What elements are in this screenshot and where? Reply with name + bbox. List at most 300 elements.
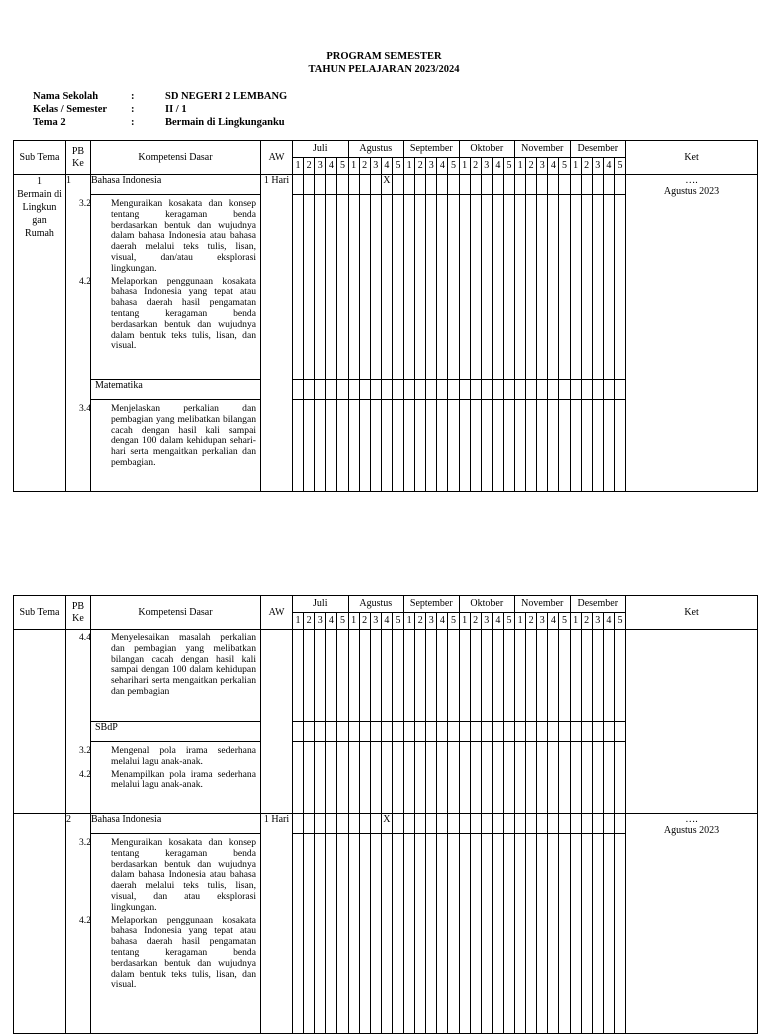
week-cell	[603, 834, 614, 1034]
info-row	[33, 90, 287, 103]
week-cell	[459, 834, 470, 1034]
week-header: 5	[559, 158, 570, 175]
week-cell	[459, 814, 470, 834]
week-cell	[470, 722, 481, 742]
aw-cell: 1 Hari	[261, 814, 293, 1034]
month-header: September	[404, 596, 459, 613]
info-colon: :	[131, 91, 135, 102]
week-cell	[359, 380, 370, 400]
kd-item	[79, 403, 260, 470]
week-header: 4	[492, 613, 503, 630]
week-cell	[481, 722, 492, 742]
week-cell	[437, 834, 448, 1034]
week-cell	[326, 742, 337, 814]
week-cell	[481, 380, 492, 400]
week-cell	[293, 814, 304, 834]
week-cell	[592, 814, 603, 834]
week-cell	[337, 722, 348, 742]
week-cell	[370, 722, 381, 742]
ket-text: Agustus 2023	[663, 825, 720, 836]
week-cell	[293, 742, 304, 814]
week-cell	[492, 722, 503, 742]
week-cell	[603, 195, 614, 380]
week-cell	[570, 814, 581, 834]
week-cell	[570, 834, 581, 1034]
week-cell	[426, 814, 437, 834]
week-cell	[548, 380, 559, 400]
week-cell	[415, 834, 426, 1034]
week-cell	[559, 834, 570, 1034]
week-cell	[392, 380, 403, 400]
week-cell	[404, 175, 415, 195]
sub-tema-name: Bermain di Lingkun gan Rumah	[17, 189, 62, 239]
col-header-kompetensi-dasar: Kompetensi Dasar	[91, 596, 261, 630]
week-cell	[415, 814, 426, 834]
week-cell	[415, 742, 426, 814]
week-header: 1	[515, 158, 526, 175]
week-cell	[348, 630, 359, 722]
week-cell	[581, 400, 592, 492]
week-header: 1	[293, 613, 304, 630]
week-cell	[304, 195, 315, 380]
kd-text: Melaporkan penggunaan kosakata bahasa Indonesia yang tepat atau bahasa daerah hasil pengamatan tentang keragaman benda berdasarkan bentuk dan wujudnya dalam bentuk teks tulis, lisan, dan visual.	[111, 914, 256, 991]
week-header: 5	[337, 158, 348, 175]
week-cell	[404, 630, 415, 722]
week-cell	[448, 814, 459, 834]
kd-number: 4.2	[79, 768, 91, 780]
ket-dots: ….	[685, 175, 698, 186]
week-cell	[293, 175, 304, 195]
week-cell	[293, 834, 304, 1034]
week-header: 3	[481, 158, 492, 175]
week-cell	[337, 630, 348, 722]
week-cell	[503, 834, 514, 1034]
week-cell	[614, 400, 625, 492]
week-cell	[603, 175, 614, 195]
week-cell	[348, 380, 359, 400]
week-cell	[526, 175, 537, 195]
week-cell	[592, 630, 603, 722]
week-cell	[315, 195, 326, 380]
week-header: 1	[459, 158, 470, 175]
kd-cell	[79, 630, 261, 722]
col-header-sub-tema: Sub Tema	[14, 141, 66, 175]
month-header: Juli	[293, 596, 349, 613]
week-header: 4	[437, 613, 448, 630]
week-cell	[426, 175, 437, 195]
kd-number: 3.2	[79, 198, 91, 209]
week-cell	[459, 380, 470, 400]
week-cell	[448, 742, 459, 814]
week-cell	[392, 175, 403, 195]
week-cell	[448, 400, 459, 492]
week-cell	[515, 742, 526, 814]
aw-cell: 1 Hari	[261, 175, 293, 492]
week-header: 2	[526, 158, 537, 175]
week-cell	[404, 814, 415, 834]
week-cell	[359, 630, 370, 722]
week-cell	[592, 722, 603, 742]
kd-item	[79, 632, 260, 699]
week-cell	[614, 630, 625, 722]
month-header: November	[515, 141, 570, 158]
week-cell	[392, 195, 403, 380]
week-header: 1	[348, 613, 359, 630]
week-cell	[570, 175, 581, 195]
week-header: 2	[470, 158, 481, 175]
week-cell	[348, 175, 359, 195]
week-cell	[370, 195, 381, 380]
week-cell	[492, 175, 503, 195]
week-cell	[337, 834, 348, 1034]
sub-tema-cell	[14, 814, 66, 1034]
week-cell	[515, 814, 526, 834]
week-cell	[559, 630, 570, 722]
week-cell	[348, 400, 359, 492]
kd-cell	[79, 195, 261, 380]
week-cell	[481, 630, 492, 722]
week-cell	[481, 175, 492, 195]
week-cell	[581, 380, 592, 400]
week-cell	[481, 814, 492, 834]
week-cell	[470, 630, 481, 722]
week-cell	[359, 175, 370, 195]
week-cell	[459, 195, 470, 380]
kd-number: 3.2	[79, 745, 91, 756]
week-cell	[570, 400, 581, 492]
week-cell	[326, 814, 337, 834]
week-header: 5	[448, 158, 459, 175]
week-cell	[614, 195, 625, 380]
week-cell	[548, 742, 559, 814]
subject-heading: SBdP	[91, 722, 261, 742]
week-cell	[326, 400, 337, 492]
week-cell	[437, 380, 448, 400]
week-header: 1	[404, 158, 415, 175]
kd-cell	[79, 400, 261, 492]
week-cell	[370, 175, 381, 195]
month-header: Agustus	[348, 141, 404, 158]
week-cell	[503, 195, 514, 380]
week-cell	[592, 195, 603, 380]
month-header: Oktober	[459, 596, 515, 613]
week-cell	[337, 380, 348, 400]
week-header: 1	[570, 613, 581, 630]
week-header: 5	[392, 613, 403, 630]
week-header: 4	[326, 158, 337, 175]
ket-dots: ….	[685, 814, 698, 825]
week-cell	[404, 400, 415, 492]
week-header: 4	[492, 158, 503, 175]
week-cell	[614, 742, 625, 814]
week-header: 3	[481, 613, 492, 630]
week-cell	[481, 400, 492, 492]
week-cell	[492, 630, 503, 722]
week-header: 5	[448, 613, 459, 630]
week-cell	[603, 742, 614, 814]
week-cell	[526, 195, 537, 380]
week-header: 4	[326, 613, 337, 630]
week-cell	[337, 814, 348, 834]
week-cell	[537, 380, 548, 400]
month-header: November	[515, 596, 570, 613]
week-header: 5	[392, 158, 403, 175]
week-cell	[592, 742, 603, 814]
week-cell	[603, 814, 614, 834]
week-cell	[315, 380, 326, 400]
week-cell	[581, 834, 592, 1034]
week-cell	[437, 742, 448, 814]
week-cell	[470, 814, 481, 834]
ket-cell	[626, 630, 758, 814]
week-cell	[415, 380, 426, 400]
kd-text: Menampilkan pola irama sederhana melalui lagu anak-anak.	[111, 768, 256, 791]
week-cell	[293, 195, 304, 380]
week-cell	[392, 814, 403, 834]
semester-program-table-continued	[13, 595, 758, 1034]
week-header: 4	[437, 158, 448, 175]
week-cell	[315, 742, 326, 814]
week-cell	[614, 175, 625, 195]
week-cell	[304, 175, 315, 195]
week-cell	[426, 834, 437, 1034]
week-header: 3	[426, 158, 437, 175]
week-cell	[603, 630, 614, 722]
week-cell	[426, 400, 437, 492]
week-cell	[359, 722, 370, 742]
week-cell	[315, 834, 326, 1034]
week-cell	[337, 195, 348, 380]
week-cell	[581, 742, 592, 814]
kd-cell	[79, 834, 261, 1034]
week-cell	[537, 195, 548, 380]
schedule-mark: X	[381, 175, 392, 195]
week-cell	[437, 722, 448, 742]
week-cell	[559, 742, 570, 814]
week-header: 5	[559, 613, 570, 630]
week-cell	[459, 630, 470, 722]
week-cell	[559, 722, 570, 742]
kd-number: 3.2	[79, 837, 91, 848]
week-cell	[392, 834, 403, 1034]
week-header: 1	[515, 613, 526, 630]
kd-number: 3.4	[79, 403, 91, 414]
week-cell	[370, 834, 381, 1034]
week-cell	[603, 380, 614, 400]
week-header: 4	[603, 158, 614, 175]
kd-item	[79, 914, 260, 993]
week-cell	[337, 175, 348, 195]
week-cell	[293, 400, 304, 492]
week-cell	[426, 630, 437, 722]
week-cell	[381, 742, 392, 814]
week-cell	[470, 400, 481, 492]
week-cell	[537, 175, 548, 195]
sub-tema-cell	[14, 630, 66, 814]
week-cell	[359, 195, 370, 380]
info-value: II / 1	[165, 104, 187, 115]
week-cell	[537, 722, 548, 742]
week-header: 1	[348, 158, 359, 175]
week-cell	[548, 630, 559, 722]
col-header-ket: Ket	[626, 596, 758, 630]
week-cell	[603, 400, 614, 492]
kd-text: Menyelesaikan masalah perkalian dan pembagian yang melibatkan bilangan cacah dengan hasil kali sampai dengan 100 dalam kehidupan seharihari serta mengaitkan perkalian dan pembagian	[111, 632, 256, 697]
week-cell	[304, 400, 315, 492]
week-cell	[448, 195, 459, 380]
week-cell	[326, 195, 337, 380]
week-header: 2	[581, 613, 592, 630]
week-header: 3	[315, 613, 326, 630]
subject-heading: Matematika	[91, 380, 261, 400]
week-cell	[370, 630, 381, 722]
week-cell	[515, 834, 526, 1034]
week-cell	[315, 400, 326, 492]
month-header: Juli	[293, 141, 349, 158]
document-subtitle: TAHUN PELAJARAN 2023/2024	[308, 64, 460, 75]
week-cell	[614, 814, 625, 834]
week-cell	[470, 742, 481, 814]
kd-item	[79, 275, 260, 354]
week-cell	[415, 400, 426, 492]
info-colon: :	[131, 104, 135, 115]
month-header: Desember	[570, 596, 626, 613]
week-cell	[592, 380, 603, 400]
week-cell	[348, 722, 359, 742]
semester-program-table	[13, 140, 758, 492]
week-header: 4	[381, 613, 392, 630]
week-cell	[548, 400, 559, 492]
info-row	[33, 103, 287, 116]
week-cell	[537, 834, 548, 1034]
week-cell	[503, 722, 514, 742]
week-cell	[448, 722, 459, 742]
week-cell	[459, 742, 470, 814]
kd-item	[79, 768, 260, 793]
week-cell	[581, 722, 592, 742]
col-header-pb-ke: PB Ke	[66, 596, 91, 630]
week-cell	[381, 722, 392, 742]
week-cell	[370, 742, 381, 814]
week-cell	[515, 380, 526, 400]
week-cell	[404, 195, 415, 380]
kd-text: Mengenal pola irama sederhana melalui lagu anak-anak.	[111, 745, 256, 767]
week-cell	[537, 742, 548, 814]
week-cell	[437, 175, 448, 195]
week-cell	[326, 380, 337, 400]
week-cell	[459, 722, 470, 742]
week-cell	[304, 380, 315, 400]
week-cell	[481, 195, 492, 380]
info-label: Nama Sekolah	[33, 91, 99, 102]
week-cell	[359, 400, 370, 492]
week-cell	[304, 630, 315, 722]
week-header: 2	[359, 613, 370, 630]
week-header: 2	[304, 158, 315, 175]
document-title: PROGRAM SEMESTER	[326, 51, 442, 62]
week-cell	[548, 195, 559, 380]
week-cell	[503, 814, 514, 834]
week-cell	[492, 814, 503, 834]
week-cell	[515, 722, 526, 742]
week-cell	[592, 834, 603, 1034]
week-cell	[381, 630, 392, 722]
week-cell	[603, 722, 614, 742]
kd-text: Melaporkan penggunaan kosakata bahasa Indonesia yang tepat atau bahasa daerah hasil pengamatan tentang keragaman benda berdasarkan bentuk dan wujudnya dalam bentuk teks tulis, lisan, dan visual.	[111, 275, 256, 352]
week-cell	[526, 814, 537, 834]
week-cell	[515, 175, 526, 195]
ket-text: Agustus 2023	[663, 186, 720, 197]
week-cell	[381, 195, 392, 380]
week-cell	[526, 400, 537, 492]
week-cell	[293, 722, 304, 742]
week-cell	[570, 630, 581, 722]
week-cell	[392, 400, 403, 492]
week-cell	[614, 380, 625, 400]
week-cell	[470, 195, 481, 380]
week-cell	[548, 175, 559, 195]
week-cell	[492, 742, 503, 814]
week-cell	[426, 380, 437, 400]
week-cell	[537, 814, 548, 834]
week-cell	[559, 175, 570, 195]
week-header: 2	[359, 158, 370, 175]
week-cell	[404, 722, 415, 742]
week-header: 4	[603, 613, 614, 630]
week-cell	[348, 195, 359, 380]
week-cell	[559, 814, 570, 834]
week-cell	[315, 630, 326, 722]
week-cell	[437, 630, 448, 722]
week-cell	[370, 814, 381, 834]
week-cell	[492, 400, 503, 492]
week-header: 1	[404, 613, 415, 630]
week-cell	[448, 630, 459, 722]
week-header: 4	[381, 158, 392, 175]
week-cell	[359, 742, 370, 814]
week-cell	[404, 380, 415, 400]
week-cell	[492, 834, 503, 1034]
week-cell	[526, 722, 537, 742]
week-cell	[481, 742, 492, 814]
week-cell	[537, 400, 548, 492]
week-header: 3	[592, 158, 603, 175]
week-cell	[370, 400, 381, 492]
week-header: 2	[415, 158, 426, 175]
week-header: 5	[614, 613, 625, 630]
sub-tema-cell	[14, 175, 66, 492]
info-row	[33, 116, 287, 129]
week-header: 3	[315, 158, 326, 175]
week-cell	[415, 722, 426, 742]
week-header: 5	[614, 158, 625, 175]
pb-cell	[66, 630, 91, 814]
week-cell	[581, 195, 592, 380]
kd-text: Menguraikan kosakata dan konsep tentang keragaman benda berdasarkan bentuk dan wujudnya dalam bahasa Indonesia atau bahasa daerah melalui teks tulis, lisan, visual, dan atau eksplorasi lingkungan.	[111, 837, 256, 913]
week-cell	[559, 195, 570, 380]
week-cell	[503, 380, 514, 400]
week-cell	[492, 195, 503, 380]
kd-text: Menguraikan kosakata dan konsep tentang keragaman benda berdasarkan bentuk dan wujudnya dalam bahasa Indonesia atau bahasa daerah melalui teks tulis, lisan, visual, dan/atau eksplorasi lingkungan.	[111, 198, 256, 274]
week-cell	[370, 380, 381, 400]
week-cell	[315, 175, 326, 195]
sub-tema-number: 1	[37, 176, 42, 187]
week-cell	[515, 195, 526, 380]
week-cell	[315, 814, 326, 834]
week-cell	[348, 834, 359, 1034]
col-header-aw: AW	[261, 596, 293, 630]
week-cell	[470, 834, 481, 1034]
